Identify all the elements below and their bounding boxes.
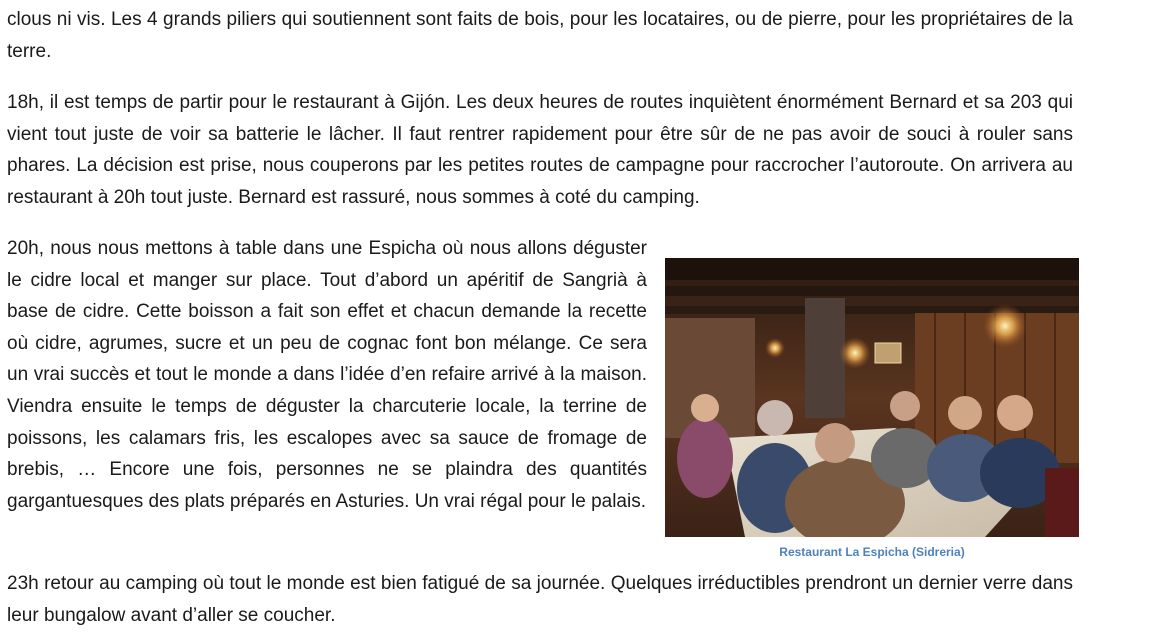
- restaurant-figure: [665, 258, 1079, 559]
- paragraph-pillars: clous ni vis. Les 4 grands piliers qui soutiennent sont faits de bois, pour les locataires, ou de pierre, pour les propriétaires de la terre.: [7, 9, 1073, 62]
- paragraph-return: 23h retour au camping où tout le monde est bien fatigué de sa journée. Quelques irréductibles prendront un dernier verre dans leur bungalow avant d’aller se coucher.: [7, 573, 1073, 626]
- paragraph-dinner: 20h, nous nous mettons à table dans une Espicha où nous allons déguster le cidre local et manger sur place. Tout d’abord un apéritif de Sangrià à base de cidre. Cette boisson a fait son effet et chacun demande la recette où cidre, agrumes, sucre et un peu de cognac font bon mélange. Ce sera un vrai succès et tout le monde a dans l’idée d’en refaire arrivé à la maison. Viendra ensuite le temps de déguster la charcuterie locale, la terrine de poissons, les calamars fris, les escalopes avec sa sauce de fromage de brebis, … Encore une fois, personnes ne se plaindra des quantités gargantuesques des plats préparés en Asturies. Un vrai régal pour le palais.: [7, 238, 647, 512]
- paragraph-departure: 18h, il est temps de partir pour le restaurant à Gijón. Les deux heures de routes inquiètent énormément Bernard et sa 203 qui vient tout juste de voir sa batterie le lâcher. Il faut rentrer rapidement pour être sûr de ne pas avoir de souci à rouler sans phares. La décision est prise, nous couperons par les petites routes de campagne pour raccrocher l’autoroute. On arrivera au restaurant à 20h tout juste. Bernard est rassuré, nous sommes à coté du camping.: [7, 92, 1073, 208]
- restaurant-photo: [665, 258, 1079, 537]
- figure-caption: Restaurant La Espicha (Sidreria): [779, 545, 965, 559]
